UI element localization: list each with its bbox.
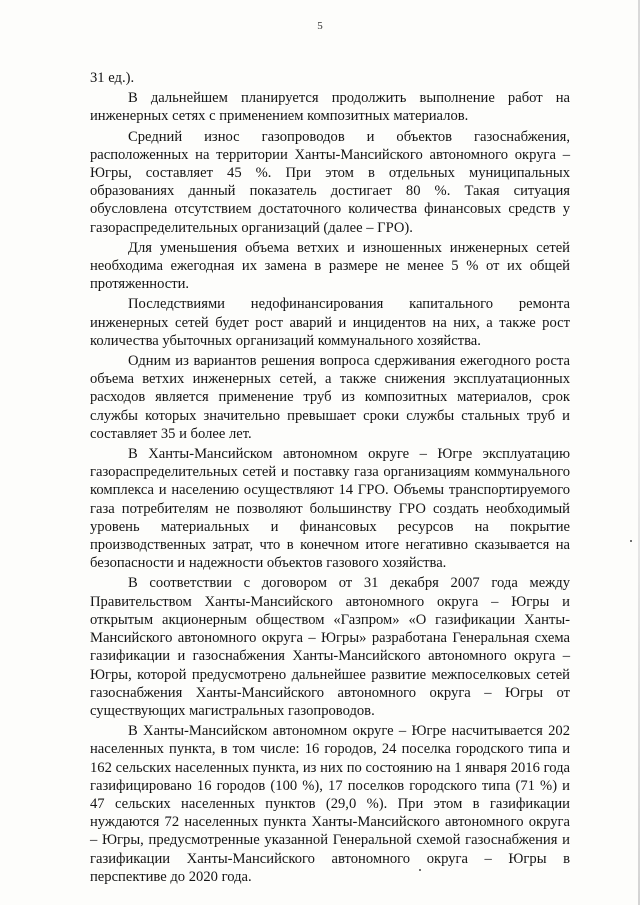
paragraph: В дальнейшем планируется продолжить выполнение работ на инженерных сетях с применением композитных материалов. xyxy=(90,90,570,125)
document-body xyxy=(90,69,570,888)
page-number: 5 xyxy=(317,20,323,32)
paragraph: В Ханты-Мансийском автономном округе – Югре насчитывается 202 населенных пункта, в том числе: 16 городов, 24 поселка городского типа и 162 сельских населенных пункта, из них по состоянию на 1 января 2016 года газифицировано 16 городов (100 %), 17 поселков городского типа (71 %) и 47 сельских населенных пунктов (29,0 %). При этом в газификации нуждаются 72 населенных пункта Ханты-Мансийского автономного округа – Югры, предусмотренные указанной Генеральной схемой газоснабжения и газификации Ханты-Мансийского автономного округа – Югры в перспективе до 2020 года. xyxy=(90,723,570,885)
paragraph: Средний износ газопроводов и объектов газоснабжения, расположенных на территории Ханты-Мансийского автономного округа – Югры, составляет 45 %. При этом в отдельных муниципальных образованиях данный показатель достигает 80 %. Такая ситуация обусловлена отсутствием достаточного количества финансовых средств у газораспределительных организаций (далее – ГРО). xyxy=(90,128,570,236)
scan-speck xyxy=(419,869,421,871)
paragraph: 31 ед.). xyxy=(90,70,135,86)
paragraph: Последствиями недофинансирования капитального ремонта инженерных сетей будет рост аварий и инцидентов на них, а также рост количества убыточных организаций коммунального хозяйства. xyxy=(90,296,570,349)
paragraph: Одним из вариантов решения вопроса сдерживания ежегодного роста объема ветхих инженерных сетей, а также снижения эксплуатационных расходов является применение труб из композитных материалов, срок службы которых значительно превышает сроки службы стальных труб и составляет 35 и более лет. xyxy=(90,353,570,442)
paragraph: Для уменьшения объема ветхих и изношенных инженерных сетей необходима ежегодная их замена в размере не менее 5 % от их общей протяженности. xyxy=(90,239,570,293)
paragraph: В соответствии с договором от 31 декабря 2007 года между Правительством Ханты-Мансийского автономного округа – Югры и открытым акционерным обществом «Газпром» «О газификации Ханты-Мансийского автономного округа – Югры» разработана Генеральная схема газификации и газоснабжения Ханты-Мансийского автономного округа – Югры, которой предусмотрено дальнейшее развитие межпоселковых сетей газоснабжения Ханты-Мансийского автономного округа – Югры от существующих магистральных газопроводов. xyxy=(90,575,570,719)
paragraph: В Ханты-Мансийском автономном округе – Югре эксплуатацию газораспределительных сетей и поставку газа организациям коммунального комплекса и населению осуществляют 14 ГРО. Объемы транспортируемого газа потребителям не позволяют большинству ГРО создать необходимый уровень материальных и финансовых ресурсов на покрытие производственных затрат, что в конечном итоге негативно сказывается на безопасности и надежности объектов газового хозяйства. xyxy=(90,446,570,572)
scan-speck xyxy=(630,540,632,542)
